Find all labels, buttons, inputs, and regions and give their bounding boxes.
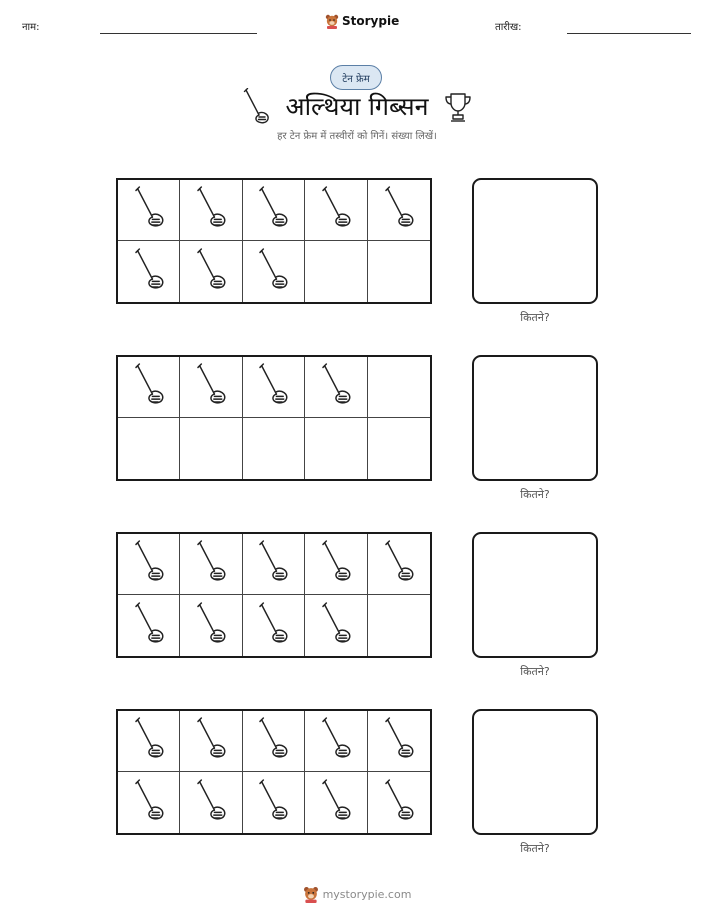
frame-cell <box>180 595 242 656</box>
golf-club-icon <box>132 778 166 828</box>
frame-cell <box>118 772 180 833</box>
frame-cell <box>243 241 305 302</box>
frame-cell <box>243 534 305 595</box>
ten-frame-4 <box>116 709 432 835</box>
frame-cell <box>118 418 180 479</box>
name-label: नाम: <box>22 22 40 33</box>
frame-cell <box>368 534 430 595</box>
golf-club-icon <box>194 601 228 651</box>
answer-prompt-3: कितने? <box>520 665 550 678</box>
golf-club-icon <box>256 247 290 297</box>
title-row <box>0 88 714 126</box>
name-line[interactable] <box>100 33 257 34</box>
bear-logo-icon <box>303 885 319 903</box>
frame-cell <box>180 241 242 302</box>
frame-cell <box>243 418 305 479</box>
golf-club-icon <box>132 539 166 589</box>
golf-club-icon <box>132 362 166 412</box>
frame-cell <box>368 241 430 302</box>
frame-cell <box>118 711 180 772</box>
page-title: अल्थिया गिब्सन <box>285 92 429 121</box>
trophy-icon <box>443 91 473 123</box>
frame-cell <box>243 357 305 418</box>
golf-club-icon <box>194 778 228 828</box>
frame-cell <box>368 418 430 479</box>
ten-frame-2 <box>116 355 432 481</box>
footer-url: mystorypie.com <box>322 887 412 901</box>
ten-frame-1 <box>116 178 432 304</box>
brand-logo <box>325 13 399 29</box>
frame-cell <box>305 711 367 772</box>
bear-logo-icon <box>325 13 339 29</box>
golf-club-icon <box>319 539 353 589</box>
answer-prompt-1: कितने? <box>520 311 550 324</box>
golf-club-icon <box>382 778 416 828</box>
frame-cell <box>368 357 430 418</box>
frame-cell <box>118 357 180 418</box>
answer-box-1[interactable] <box>472 178 598 304</box>
golf-club-icon <box>241 88 271 126</box>
frame-cell <box>243 772 305 833</box>
frame-cell <box>180 711 242 772</box>
golf-club-icon <box>256 778 290 828</box>
frame-cell <box>305 357 367 418</box>
ten-frame-3 <box>116 532 432 658</box>
frame-cell <box>180 180 242 241</box>
golf-club-icon <box>319 362 353 412</box>
golf-club-icon <box>132 185 166 235</box>
frame-cell <box>368 595 430 656</box>
frame-cell <box>368 711 430 772</box>
golf-club-icon <box>319 185 353 235</box>
frame-cell <box>305 241 367 302</box>
golf-club-icon <box>194 362 228 412</box>
frame-cell <box>118 595 180 656</box>
golf-club-icon <box>256 362 290 412</box>
instructions: हर टेन फ्रेम में तस्वीरों को गिनें। संख्या लिखें। <box>277 131 437 142</box>
golf-club-icon <box>194 185 228 235</box>
golf-club-icon <box>382 539 416 589</box>
golf-club-icon <box>382 185 416 235</box>
answer-prompt-4: कितने? <box>520 842 550 855</box>
frame-cell <box>118 241 180 302</box>
golf-club-icon <box>132 716 166 766</box>
brand-name: Storypie <box>342 14 400 28</box>
date-line[interactable] <box>567 33 691 34</box>
golf-club-icon <box>132 601 166 651</box>
answer-box-2[interactable] <box>472 355 598 481</box>
frame-cell <box>305 772 367 833</box>
frame-cell <box>118 534 180 595</box>
golf-club-icon <box>256 185 290 235</box>
golf-club-icon <box>319 778 353 828</box>
golf-club-icon <box>319 601 353 651</box>
frame-cell <box>180 418 242 479</box>
frame-cell <box>305 418 367 479</box>
golf-club-icon <box>256 539 290 589</box>
frame-cell <box>118 180 180 241</box>
golf-club-icon <box>382 716 416 766</box>
topic-badge: टेन फ्रेम <box>330 65 382 90</box>
golf-club-icon <box>132 247 166 297</box>
frame-cell <box>305 595 367 656</box>
frame-cell <box>368 772 430 833</box>
frame-cell <box>180 772 242 833</box>
footer <box>0 885 714 903</box>
golf-club-icon <box>194 716 228 766</box>
golf-club-icon <box>194 539 228 589</box>
frame-cell <box>305 180 367 241</box>
frame-cell <box>180 534 242 595</box>
frame-cell <box>243 180 305 241</box>
golf-club-icon <box>256 601 290 651</box>
answer-box-4[interactable] <box>472 709 598 835</box>
frame-cell <box>243 595 305 656</box>
frame-cell <box>305 534 367 595</box>
frame-cell <box>243 711 305 772</box>
frame-cell <box>368 180 430 241</box>
answer-box-3[interactable] <box>472 532 598 658</box>
golf-club-icon <box>256 716 290 766</box>
golf-club-icon <box>319 716 353 766</box>
answer-prompt-2: कितने? <box>520 488 550 501</box>
golf-club-icon <box>194 247 228 297</box>
frame-cell <box>180 357 242 418</box>
date-label: तारीख: <box>495 22 522 33</box>
